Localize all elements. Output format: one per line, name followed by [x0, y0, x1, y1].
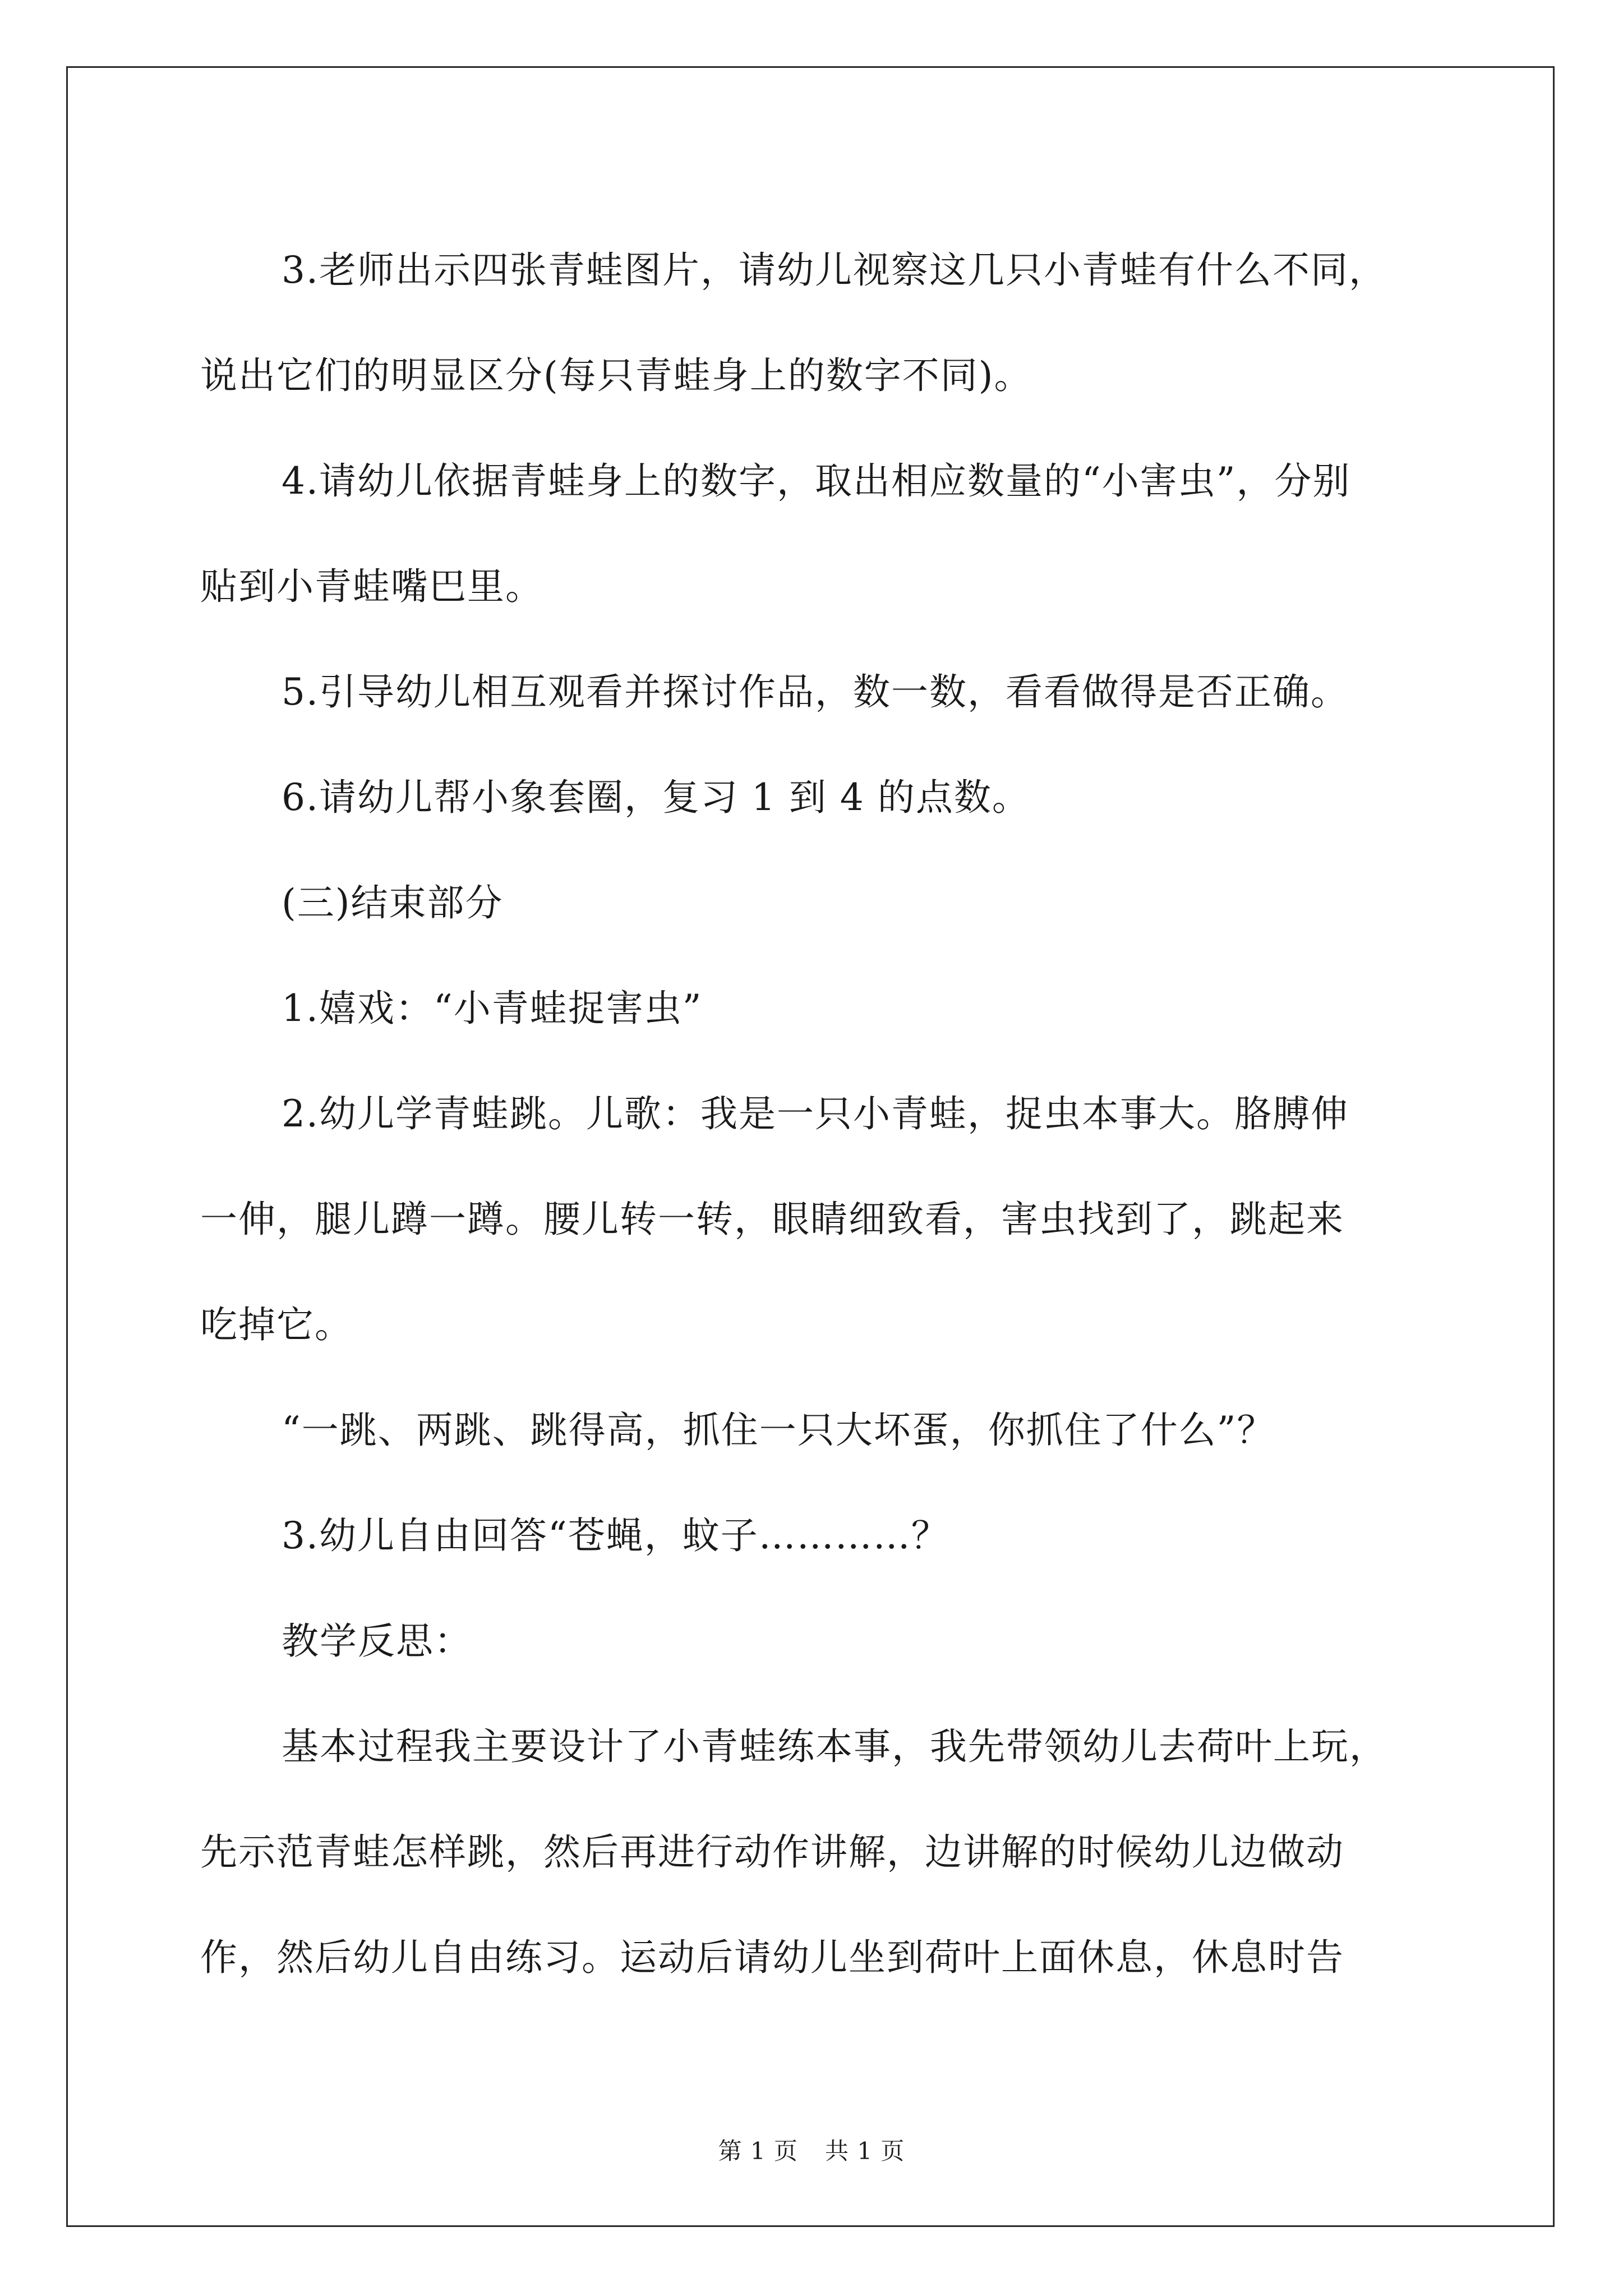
text-line-15: 基本过程我主要设计了小青蛙练本事，我先带领幼儿去荷叶上玩， — [282, 1725, 1387, 1768]
page-number-total: 共 1 页 — [825, 2137, 905, 2165]
text-line-8: 1.嬉戏：“小青蛙捉害虫” — [282, 987, 703, 1030]
text-line-6: 6.请幼儿帮小象套圈，复习 1 到 4 的点数。 — [282, 776, 1030, 819]
page-number-current: 第 1 页 — [718, 2137, 798, 2165]
text-line-5: 5.引导幼儿相互观看并探讨作品，数一数，看看做得是否正确。 — [282, 670, 1349, 714]
page-footer — [0, 2133, 1623, 2166]
text-line-16: 先示范青蛙怎样跳，然后再进行动作讲解，边讲解的时候幼儿边做动 — [200, 1830, 1344, 1874]
text-line-10: 一伸，腿儿蹲一蹲。腰儿转一转，眼睛细致看，害虫找到了，跳起来 — [200, 1198, 1344, 1241]
text-line-12: “一跳、两跳、跳得高，抓住一只大坏蛋，你抓住了什么”？ — [282, 1409, 1275, 1452]
section-heading-reflection: 教学反思： — [282, 1619, 472, 1663]
text-line-1: 3.老师出示四张青蛙图片，请幼儿视察这几只小青蛙有什么不同， — [282, 249, 1387, 292]
document-text — [200, 218, 1428, 2010]
text-line-3: 4.请幼儿依据青蛙身上的数字，取出相应数量的“小害虫”，分别 — [282, 459, 1351, 503]
text-line-13: 3.幼儿自由回答“苍蝇，蚊子…………？ — [282, 1514, 949, 1557]
text-line-2: 说出它们的明显区分(每只青蛙身上的数字不同)。 — [200, 354, 1032, 397]
document-body — [200, 218, 1428, 2010]
text-line-11: 吃掉它。 — [200, 1303, 353, 1346]
section-heading-ending: (三)结束部分 — [282, 881, 504, 924]
text-line-4: 贴到小青蛙嘴巴里。 — [200, 565, 543, 608]
text-line-9: 2.幼儿学青蛙跳。儿歌：我是一只小青蛙，捉虫本事大。胳膊伸 — [282, 1092, 1349, 1135]
text-line-17: 作，然后幼儿自由练习。运动后请幼儿坐到荷叶上面休息，休息时告 — [200, 1936, 1344, 1979]
